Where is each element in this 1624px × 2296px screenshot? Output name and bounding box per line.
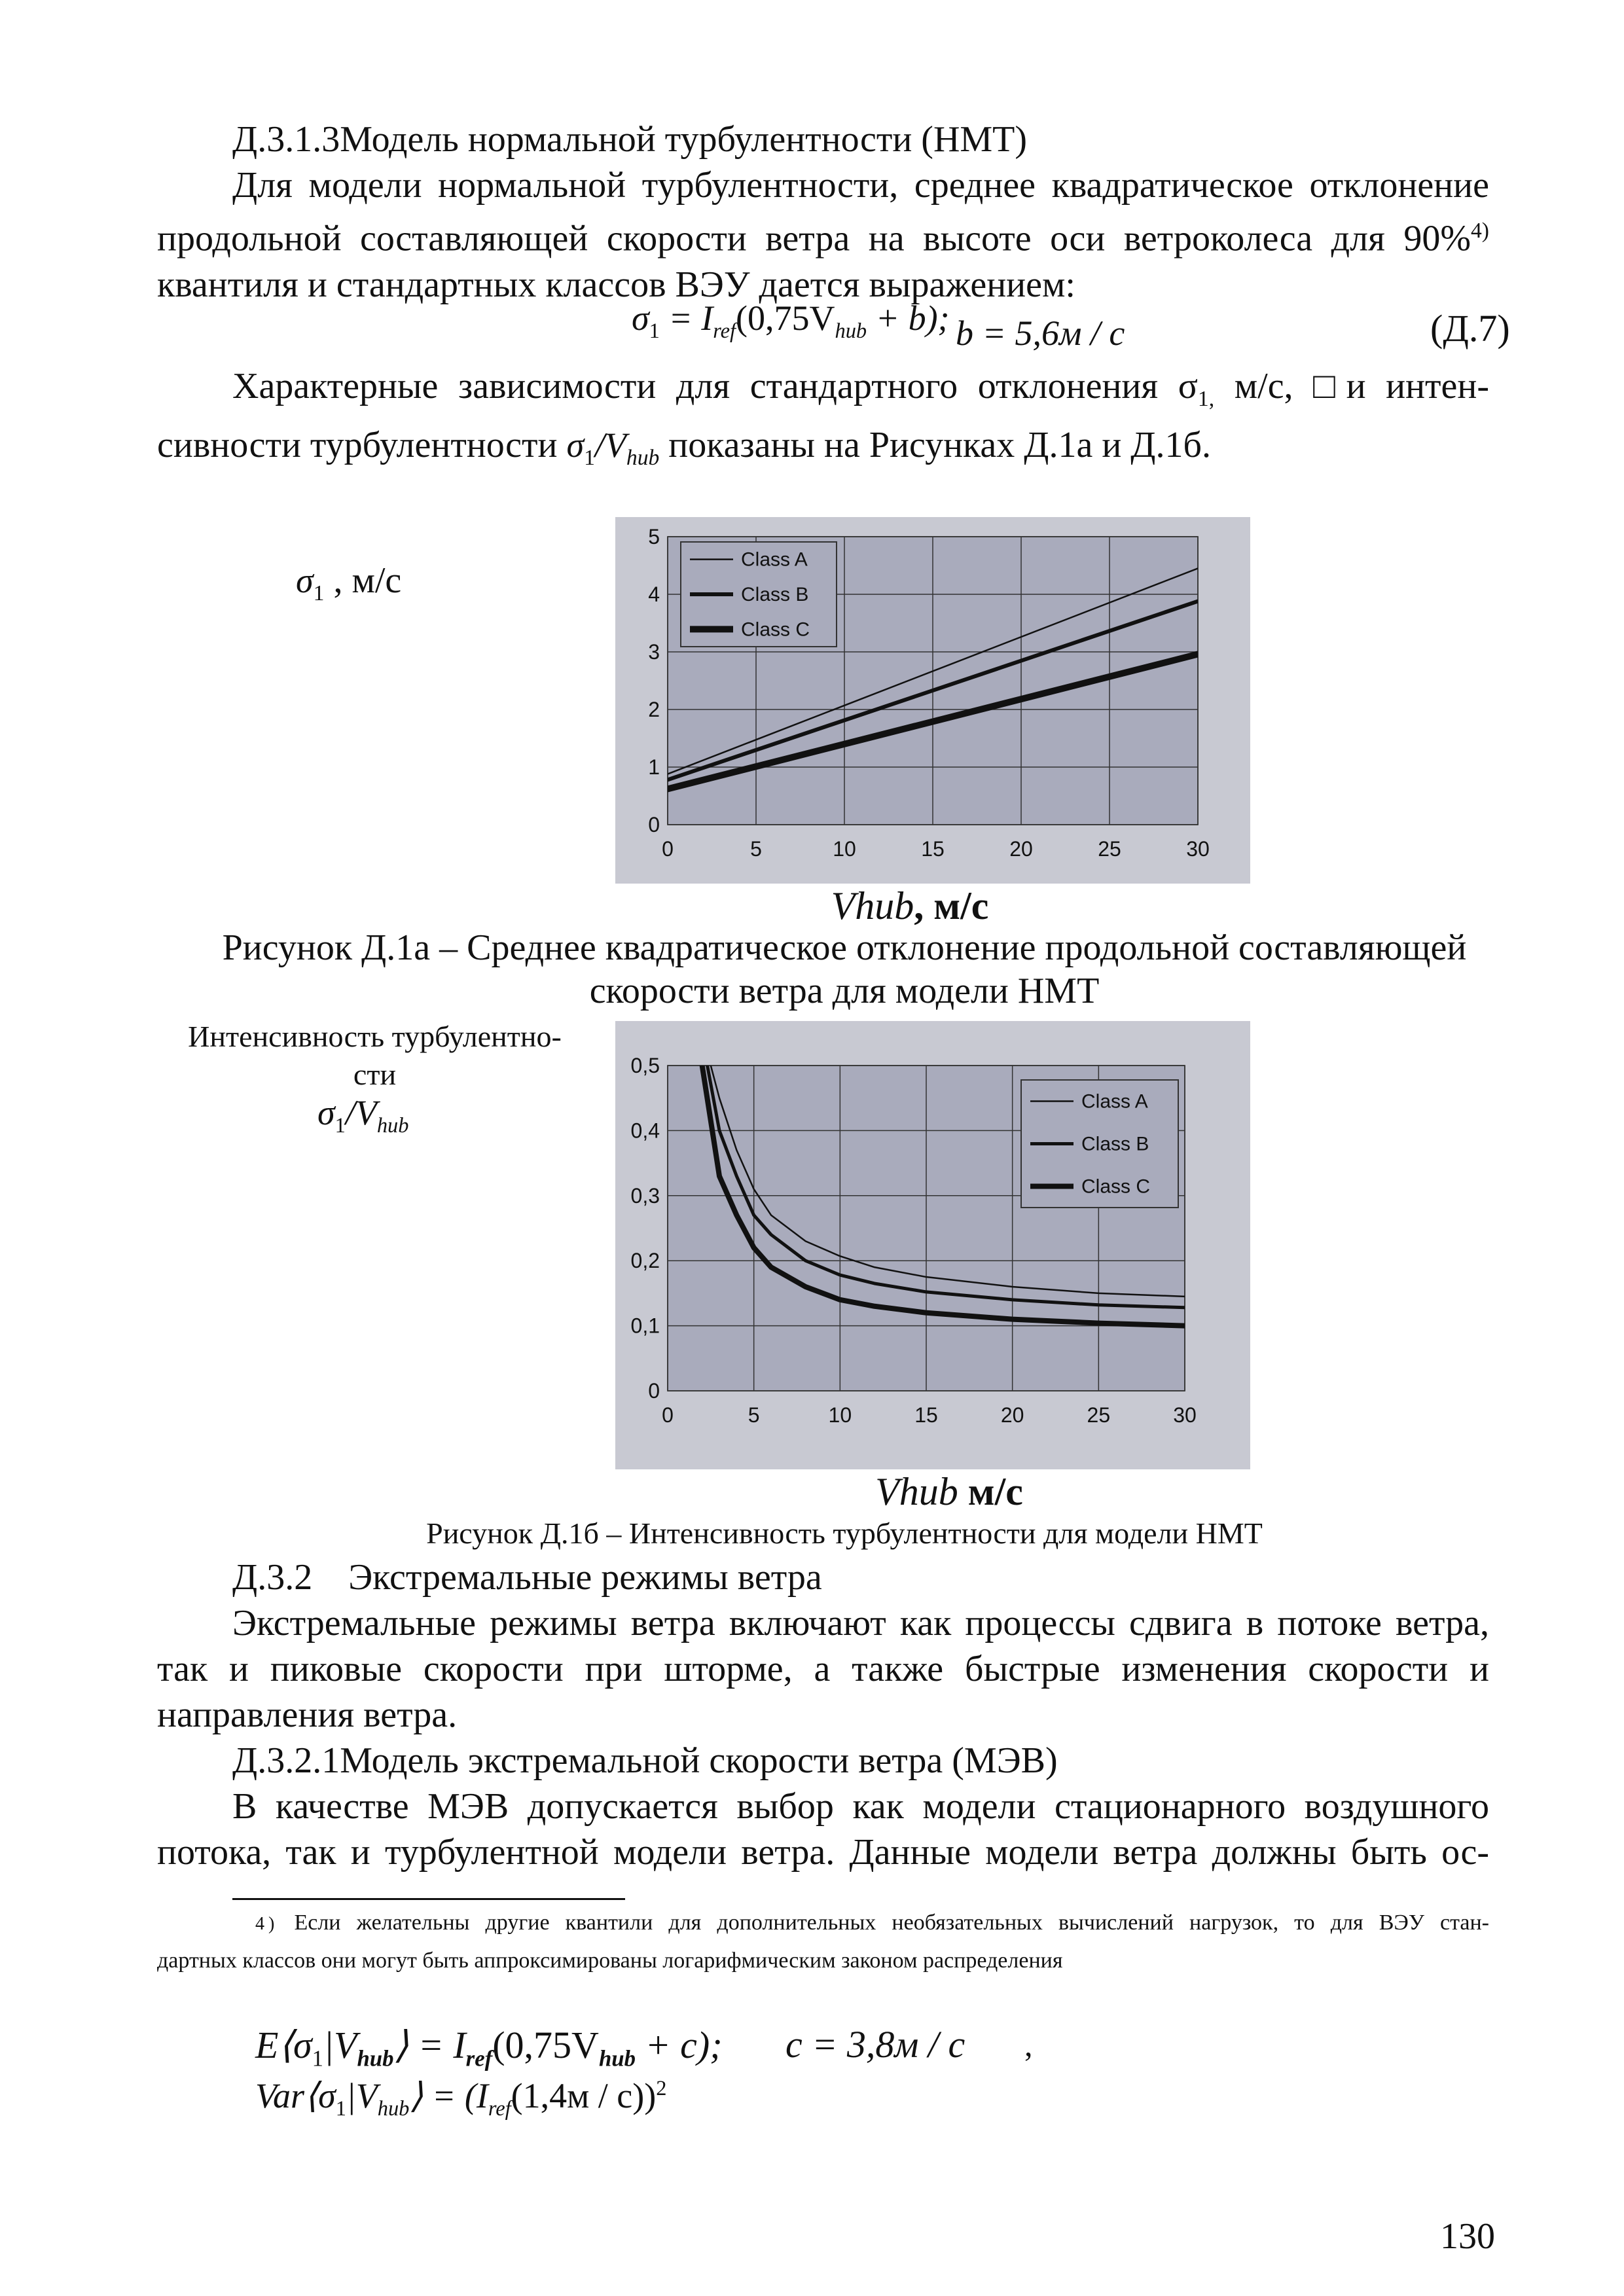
equation-comma: , (1024, 2026, 1033, 2063)
axis-label-line: Интенсивность турбулентно- (188, 1020, 562, 1053)
x-tick-label: 15 (914, 1403, 938, 1427)
x-tick-label: 15 (921, 837, 945, 861)
figure-a-chart-panel (615, 517, 1250, 884)
figure-a-chart (615, 517, 1250, 884)
figure-b-y-axis-label (160, 1018, 589, 1145)
axis-variable: Vhub (875, 1470, 958, 1513)
math-symbol: /V (345, 1093, 377, 1132)
x-tick-label: 5 (748, 1403, 760, 1427)
x-tick-label: 30 (1186, 837, 1210, 861)
footnote-marker: 4) (255, 1914, 279, 1934)
math-symbol: Var⟨σ (255, 2076, 336, 2115)
x-tick-label: 0 (662, 837, 674, 861)
paragraph-text: и интен- (1346, 366, 1489, 406)
axis-unit: , м/с (914, 884, 989, 927)
math-symbol: ⟩ = I (393, 2024, 466, 2066)
x-tick-label: 20 (1009, 837, 1033, 861)
section-title: Модель экстремальной скорости ветра (МЭВ) (340, 1740, 1058, 1781)
math-symbol: ⟩ = (I (409, 2076, 488, 2115)
legend-label: Class A (1081, 1090, 1148, 1113)
y-tick-label: 0,3 (630, 1183, 660, 1208)
paragraph-line: потока, так и турбулентной модели ветра. Данные модели ветра должны быть ос- (157, 1832, 1489, 1873)
y-tick-label: 0 (648, 813, 660, 836)
y-tick-label: 4 (648, 583, 660, 606)
math-subscript: hub (598, 2045, 636, 2072)
math-subscript: 1 (584, 446, 595, 471)
section-number: Д.3.1.3 (232, 119, 340, 160)
equation-d7 (632, 298, 950, 344)
figure-a-caption (157, 926, 1532, 1013)
page-number: 130 (1440, 2216, 1495, 2257)
math-symbol: σ (296, 561, 314, 600)
equation-c-definition: c = 3,8м / с (785, 2023, 965, 2066)
section-number: Д.3.2.1 (232, 1740, 340, 1781)
x-tick-label: 10 (828, 1403, 852, 1427)
math-symbol: σ (317, 1093, 335, 1132)
math-symbol: (0,75V (736, 298, 835, 338)
paragraph-1 (157, 162, 1489, 308)
caption-line: скорости ветра для модели НМТ (589, 971, 1100, 1011)
math-symbol: (0,75V (492, 2024, 599, 2066)
math-symbol: = I (659, 298, 713, 338)
math-symbol: (1,4м / с)) (511, 2076, 657, 2115)
math-symbol: |V (323, 2024, 357, 2066)
x-tick-label: 25 (1098, 837, 1121, 861)
legend-label: Class C (1081, 1175, 1151, 1198)
section-heading (232, 1554, 822, 1600)
paragraph-text: Характерные зависимости для стандартного отклонения σ (232, 366, 1198, 406)
math-subscript: 1 (313, 581, 325, 606)
x-tick-label: 10 (833, 837, 856, 861)
equation-variance (255, 2075, 666, 2121)
legend-label: Class B (741, 584, 809, 605)
math-symbol: + b); (867, 298, 950, 338)
missing-glyph-box: □ (1313, 366, 1346, 406)
paragraph-line: Для модели нормальной турбулентности, среднее квадратическое отклонение (232, 165, 1489, 206)
figure-b-chart (615, 1021, 1250, 1469)
math-subscript: 1 (335, 2096, 346, 2121)
section-heading (232, 1738, 1058, 1784)
axis-label-line: сти (353, 1058, 397, 1091)
paragraph-3 (157, 1600, 1489, 1738)
math-subscript: 1 (649, 319, 660, 343)
axis-variable: Vhub (831, 884, 914, 927)
y-tick-label: 2 (648, 698, 660, 721)
math-subscript: hub (835, 319, 867, 343)
section-number: Д.3.2 (232, 1557, 313, 1598)
y-tick-label: 3 (648, 640, 660, 664)
figure-a-y-axis-label (296, 560, 401, 606)
footnote-ref[interactable]: 4) (1471, 219, 1489, 243)
equation-label: (Д.7) (1430, 307, 1510, 350)
legend-label: Class A (741, 548, 808, 571)
x-tick-label: 0 (662, 1403, 674, 1427)
math-symbol: σ (632, 298, 649, 338)
math-subscript: ref (713, 319, 736, 343)
x-tick-label: 30 (1173, 1403, 1197, 1427)
axis-unit: м/с (958, 1470, 1023, 1513)
paragraph-line: квантиля и стандартных классов ВЭУ дается выражением: (157, 264, 1075, 305)
math-subscript: hub (376, 1113, 409, 1138)
x-tick-label: 20 (1000, 1403, 1024, 1427)
paragraph-text: показаны на Рисунках Д.1а и Д.1б. (659, 425, 1211, 466)
paragraph-line (157, 363, 1489, 422)
footnote-line (157, 1905, 1489, 1943)
footnote (157, 1905, 1489, 1979)
y-tick-label: 1 (648, 755, 660, 779)
paragraph-line: В качестве МЭВ допускается выбор как модели стационарного воздушного (232, 1786, 1489, 1827)
math-subscript: ref (465, 2045, 493, 2072)
paragraph-line: Экстремальные режимы ветра включают как процессы сдвига в потоке ветра, (232, 1603, 1489, 1643)
y-tick-label: 0 (648, 1379, 660, 1403)
figure-b-caption: Рисунок Д.1б – Интенсивность турбулентности для модели НМТ (426, 1516, 1263, 1550)
math-subscript: 1 (334, 1113, 346, 1138)
x-tick-label: 25 (1087, 1403, 1111, 1427)
figure-b-x-axis-label (818, 1469, 1080, 1515)
y-tick-label: 0,5 (630, 1054, 660, 1077)
figure-a-x-axis-label (779, 884, 1041, 929)
paragraph-2 (157, 363, 1489, 481)
math-symbol: |V (346, 2076, 378, 2115)
paragraph-text: продольной составляющей скорости ветра на высоте оси ветроколеса для 90% (157, 218, 1471, 259)
equation-expectation (255, 2022, 723, 2072)
section-title: Экстремальные режимы ветра (348, 1557, 822, 1598)
x-tick-label: 5 (750, 837, 762, 861)
section-heading (232, 117, 1027, 162)
equation-b-definition: b = 5,6м / с (956, 314, 1125, 353)
y-tick-label: 5 (648, 525, 660, 548)
paragraph-line (157, 422, 1489, 481)
math-subscript: hub (377, 2096, 410, 2121)
y-tick-label: 0,2 (630, 1249, 660, 1273)
math-superscript: 2 (656, 2077, 667, 2100)
math-symbol: E⟨σ (255, 2024, 312, 2066)
paragraph-line: направления ветра. (157, 1695, 458, 1735)
math-subscript: ref (488, 2096, 511, 2121)
paragraph-line: так и пиковые скорости при шторме, а также быстрые изменения скорости и (157, 1649, 1489, 1689)
math-subscript: 1, (1197, 387, 1215, 412)
legend-label: Class C (741, 619, 810, 641)
section-title: Модель нормальной турбулентности (НМТ) (340, 119, 1028, 160)
footnote-text: Если желательны другие квантили для дополнительных необязательных вычислений нагрузок, то для ВЭУ стан- (294, 1910, 1490, 1935)
y-tick-label: 0,4 (630, 1119, 660, 1143)
math-subscript: hub (626, 446, 660, 471)
paragraph-text: м/с, (1214, 366, 1314, 406)
y-tick-label: 0,1 (630, 1314, 660, 1338)
axis-unit: , м/с (324, 560, 402, 601)
paragraph-4 (157, 1784, 1489, 1875)
paragraph-line (157, 208, 1489, 262)
axis-label-formula (160, 1094, 589, 1145)
math-symbol: /V (594, 425, 626, 465)
footnote-line: дартных классов они могут быть аппроксимированы логарифмическим законом распределения (157, 1948, 1063, 1973)
math-symbol: σ (566, 425, 585, 465)
legend-label: Class B (1081, 1133, 1149, 1155)
math-symbol: + c); (636, 2024, 723, 2066)
caption-line: Рисунок Д.1а – Среднее квадратическое отклонение продольной составляющей (222, 927, 1467, 968)
figure-b-chart-panel (615, 1021, 1250, 1469)
paragraph-text: сивности турбулентности (157, 425, 567, 466)
math-subscript: hub (357, 2045, 394, 2072)
math-subscript: 1 (312, 2045, 324, 2072)
footnote-separator (232, 1898, 625, 1900)
